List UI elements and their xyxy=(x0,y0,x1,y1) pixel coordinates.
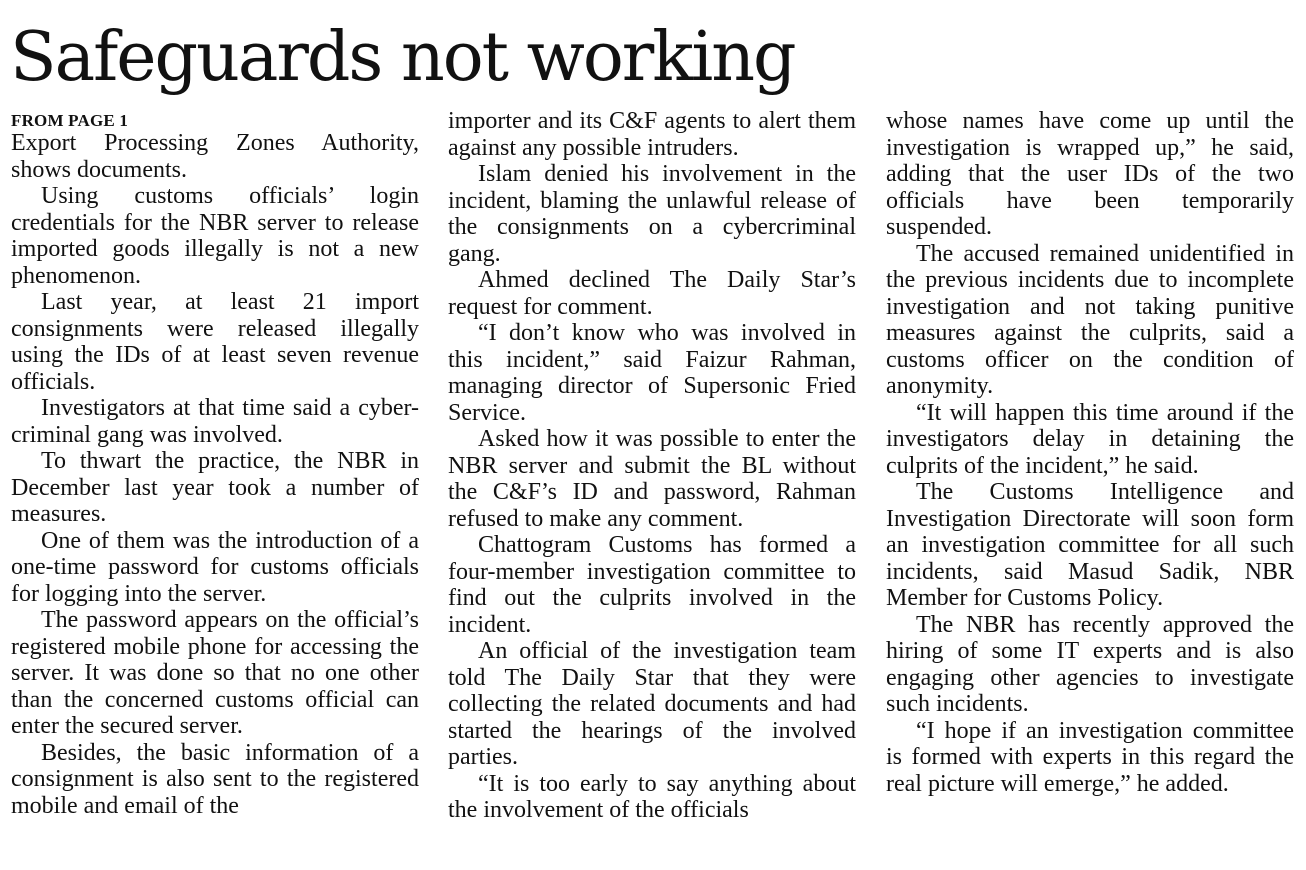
paragraph: Asked how it was possible to enter the NBR server and submit the BL without the C&F’s ID and password, Rahman refused to make any comment. xyxy=(448,426,856,532)
paragraph: Ahmed declined The Daily Star’s request for comment. xyxy=(448,267,856,320)
paragraph: The accused remained unidentified in the previous incidents due to incomplete investigation and not taking punitive measures against the culprits, said a customs officer on the condition of anonymity. xyxy=(886,240,1294,399)
paragraph: whose names have come up until the investigation is wrapped up,” he said, adding that the user IDs of the two officials have been temporarily suspended. xyxy=(886,108,1294,240)
paragraph: “I hope if an investigation committee is formed with experts in this regard the real picture will emerge,” he added. xyxy=(886,717,1294,797)
article-column-1 xyxy=(11,108,419,819)
paragraph: Using customs officials’ login credentials for the NBR server to release imported goods illegally is not a new phenomenon. xyxy=(11,183,419,289)
paragraph: “It will happen this time around if the investigators delay in detaining the culprits of the incident,” he said. xyxy=(886,399,1294,479)
paragraph: Islam denied his involvement in the incident, blaming the unlawful release of the consignments on a cybercriminal gang. xyxy=(448,161,856,267)
paragraph: Chattogram Customs has formed a four-member investigation committee to find out the culprits involved in the incident. xyxy=(448,532,856,638)
paragraph: Export Processing Zones Authority, shows documents. xyxy=(11,130,419,183)
paragraph: Investigators at that time said a cyber-criminal gang was involved. xyxy=(11,395,419,448)
headline: Safeguards not working xyxy=(10,18,795,97)
paragraph: An official of the investigation team told The Daily Star that they were collecting the related documents and had started the hearings of the involved parties. xyxy=(448,638,856,770)
paragraph: The Customs Intelligence and Investigation Directorate will soon form an investigation committee for all such incidents, said Masud Sadik, NBR Member for Customs Policy. xyxy=(886,479,1294,611)
paragraph: The NBR has recently approved the hiring of some IT experts and is also engaging other agencies to investigate such incidents. xyxy=(886,611,1294,717)
paragraph: importer and its C&F agents to alert them against any possible intruders. xyxy=(448,108,856,161)
article-column-3 xyxy=(886,108,1294,797)
paragraph: The password appears on the official’s registered mobile phone for accessing the server. It was done so that no one other than the concerned customs official can enter the secured server. xyxy=(11,607,419,739)
article-column-2 xyxy=(448,108,856,824)
paragraph: Besides, the basic information of a consignment is also sent to the registered mobile and email of the xyxy=(11,739,419,819)
paragraph: “I don’t know who was involved in this incident,” said Faizur Rahman, managing director of Supersonic Fried Service. xyxy=(448,320,856,426)
paragraph: One of them was the introduction of a one-time password for customs officials for logging into the server. xyxy=(11,527,419,607)
paragraph: “It is too early to say anything about the involvement of the officials xyxy=(448,770,856,823)
paragraph: Last year, at least 21 import consignments were released illegally using the IDs of at least seven revenue officials. xyxy=(11,289,419,395)
continuation-kicker: FROM PAGE 1 xyxy=(11,111,129,130)
paragraph: To thwart the practice, the NBR in December last year took a number of measures. xyxy=(11,448,419,527)
